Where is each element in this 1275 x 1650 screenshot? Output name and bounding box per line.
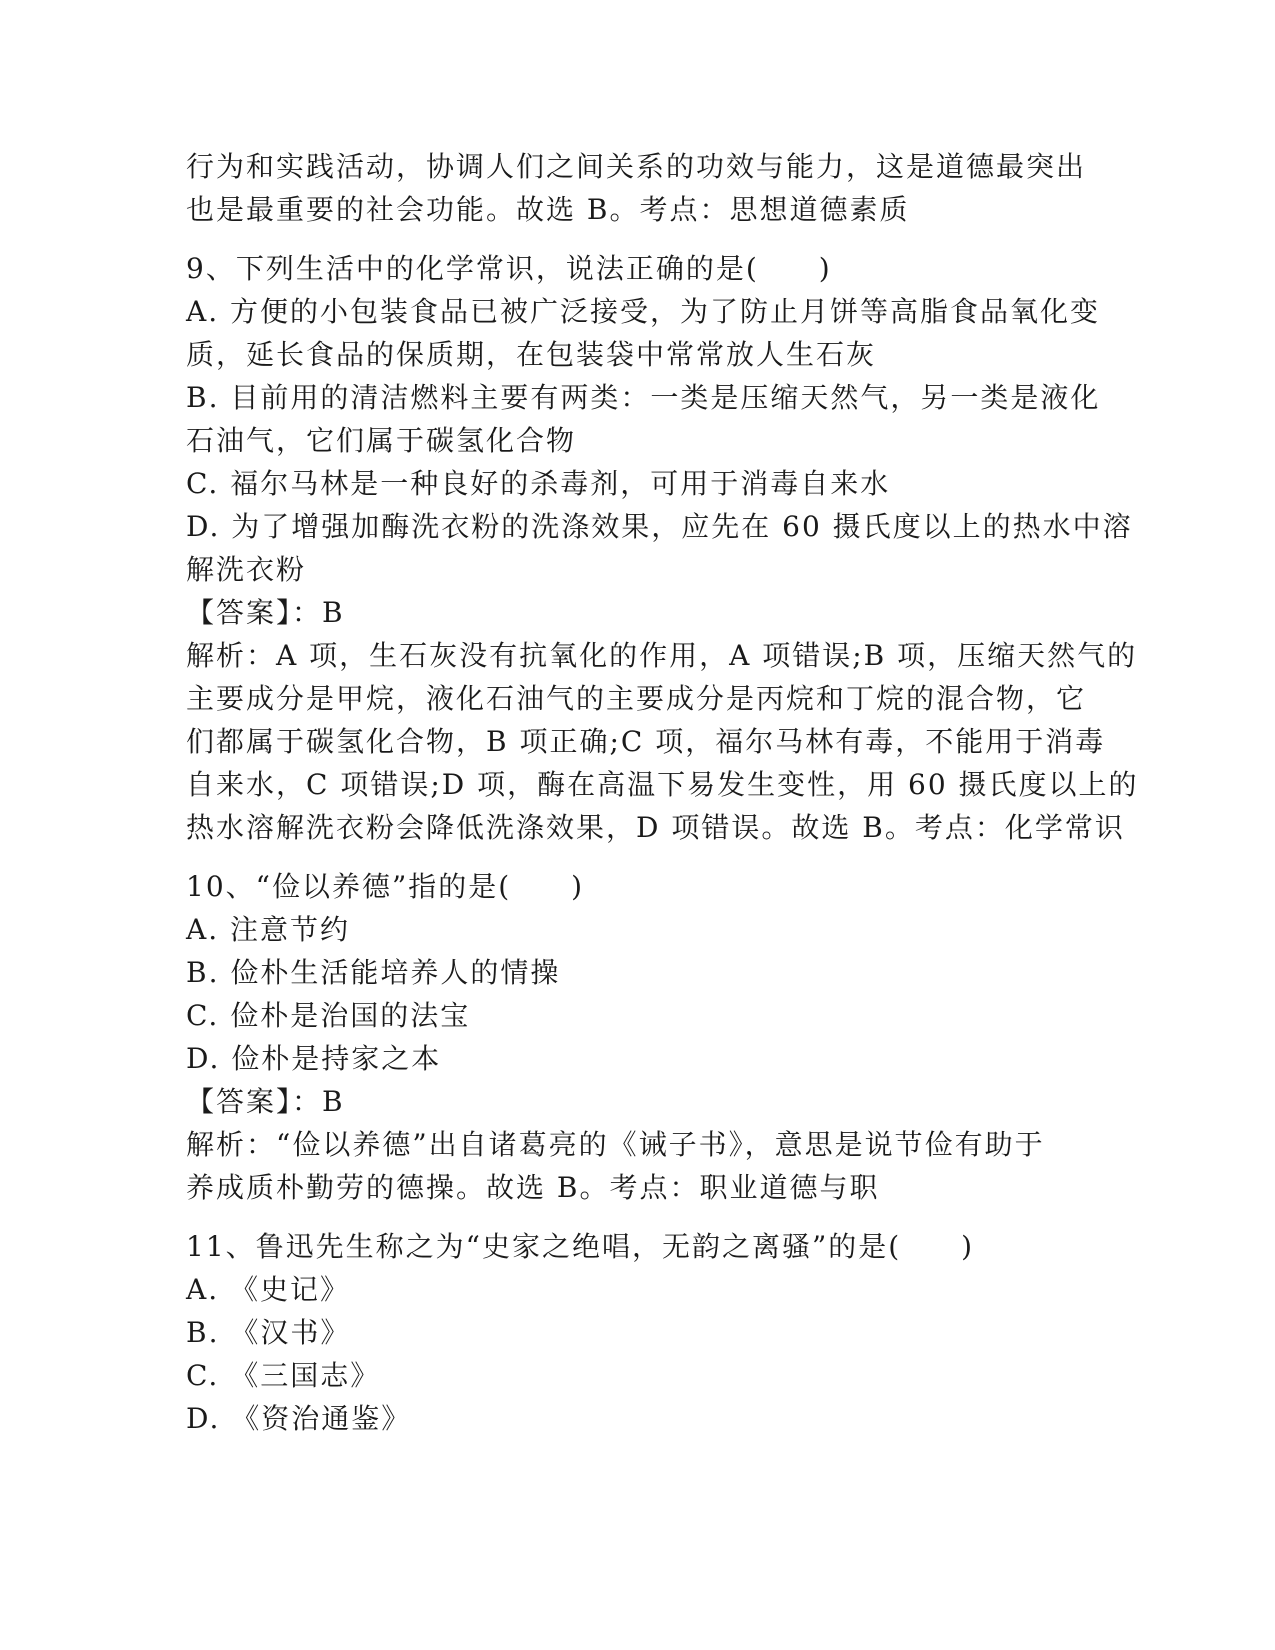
option-c: C. 《三国志》	[186, 1359, 381, 1392]
option-d: D. 《资治通鉴》	[186, 1402, 412, 1435]
document-page	[186, 145, 1139, 1440]
option-d: D. 俭朴是持家之本	[186, 1042, 442, 1075]
question-9	[186, 247, 1139, 849]
answer: 【答案】：B	[186, 596, 345, 629]
explanation-line: 主要成分是甲烷，液化石油气的主要成分是丙烷和丁烷的混合物，它	[186, 682, 1087, 715]
explanation-line: 们都属于碳氢化合物，B 项正确;C 项，福尔马林有毒，不能用于消毒	[186, 725, 1106, 758]
option-d-continued: 解洗衣粉	[186, 553, 307, 586]
option-a: A. 《史记》	[186, 1273, 351, 1306]
explanation-line: 养成质朴勤劳的德操。故选 B。考点：职业道德与职	[186, 1171, 880, 1204]
explanation-line: 解析：“俭以养德”出自诸葛亮的《诫子书》，意思是说节俭有助于	[186, 1128, 1045, 1161]
option-a: A. 注意节约	[186, 913, 351, 946]
question-stem: 10、“俭以养德”指的是( )	[186, 870, 585, 903]
question-stem: 11、鲁迅先生称之为“史家之绝唱，无韵之离骚”的是( )	[186, 1230, 975, 1263]
option-b-continued: 石油气，它们属于碳氢化合物	[186, 424, 577, 457]
text-line: 也是最重要的社会功能。故选 B。考点：思想道德素质	[186, 193, 910, 226]
answer: 【答案】：B	[186, 1085, 345, 1118]
option-a: A. 方便的小包装食品已被广泛接受，为了防止月饼等高脂食品氧化变	[186, 295, 1101, 328]
text-line: 行为和实践活动，协调人们之间关系的功效与能力，这是道德最突出	[186, 150, 1087, 183]
question-stem: 9、下列生活中的化学常识，说法正确的是( )	[186, 252, 832, 285]
option-b: B. 目前用的清洁燃料主要有两类：一类是压缩天然气，另一类是液化	[186, 381, 1101, 414]
question-11	[186, 1225, 1086, 1440]
option-b: B. 俭朴生活能培养人的情操	[186, 956, 561, 989]
previous-explanation	[186, 145, 1086, 231]
explanation-line: 热水溶解洗衣粉会降低洗涤效果，D 项错误。故选 B。考点：化学常识	[186, 811, 1125, 844]
explanation-line: 自来水，C 项错误;D 项，酶在高温下易发生变性，用 60 摄氏度以上的	[186, 768, 1139, 801]
option-b: B. 《汉书》	[186, 1316, 351, 1349]
option-a-continued: 质，延长食品的保质期，在包装袋中常常放人生石灰	[186, 338, 877, 371]
option-c: C. 福尔马林是一种良好的杀毒剂，可用于消毒自来水	[186, 467, 891, 500]
option-c: C. 俭朴是治国的法宝	[186, 999, 471, 1032]
question-10	[186, 865, 1086, 1209]
option-d: D. 为了增强加酶洗衣粉的洗涤效果，应先在 60 摄氏度以上的热水中溶	[186, 510, 1133, 543]
explanation-line: 解析：A 项，生石灰没有抗氧化的作用，A 项错误;B 项，压缩天然气的	[186, 639, 1138, 672]
